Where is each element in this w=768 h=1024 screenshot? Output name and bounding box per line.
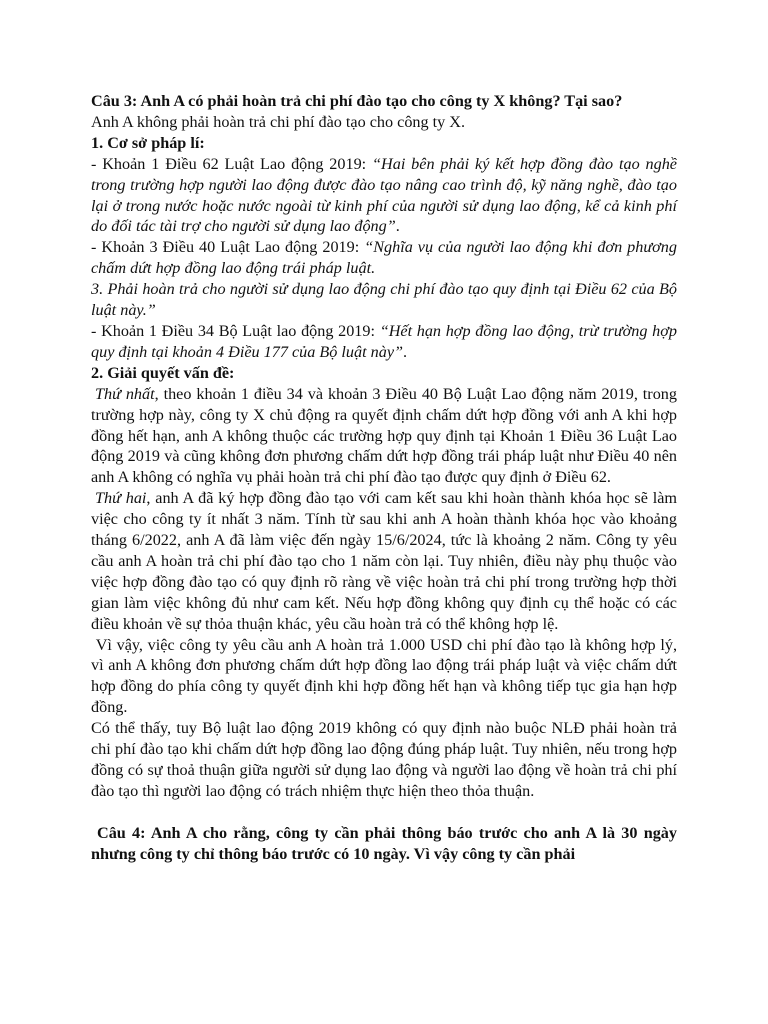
second-argument-lead: Thứ hai <box>95 489 147 508</box>
legal-basis-heading: 1. Cơ sở pháp lí: <box>91 133 205 152</box>
second-argument-body: , anh A đã ký hợp đồng đào tạo với cam kết sau khi hoàn thành khóa học sẽ làm việc cho công ty ít nhất 3 năm. Tính từ sau khi anh A hoàn thành khóa học vào khoảng tháng 6/2022, anh A đã làm việc đến ngày 15/6/2024, tức là khoảng 2 năm. Công ty yêu cầu anh A hoàn trả chi phí đào tạo cho 1 năm còn lại. Tuy nhiên, điều này phụ thuộc vào việc hợp đồng đào tạo có quy định rõ ràng về việc hoàn trả chi phí trong trường hợp thời gian làm việc không đủ như cam kết. Nếu hợp đồng không quy định cụ thể hoặc có các điều khoản về sự thỏa thuận khác, yêu cầu hoàn trả có thể không hợp lệ. <box>91 489 677 633</box>
legal-item-1-end: . <box>395 217 400 236</box>
question-4-title: Câu 4: Anh A cho rằng, công ty cần phải thông báo trước cho anh A là 30 ngày nhưng công ty chỉ thông báo trước có 10 ngày. Vì vậy công ty cần phải <box>91 823 677 863</box>
legal-item-3 <box>91 279 677 321</box>
legal-item-3-quote: 3. Phải hoàn trả cho người sử dụng lao động chi phí đào tạo quy định tại Điều 62 của Bộ luật này.” <box>91 280 677 320</box>
legal-item-2-source: - Khoản 3 Điều 40 Luật Lao động 2019: <box>91 238 365 257</box>
question-3-title: Câu 3: Anh A có phải hoàn trả chi phí đào tạo cho công ty X không? Tại sao? <box>91 92 623 110</box>
legal-item-4-end: . <box>403 342 408 361</box>
second-argument-paragraph <box>91 488 677 634</box>
first-argument-body: , theo khoản 1 điều 34 và khoản 3 Điều 40 Bộ Luật Lao động năm 2019, trong trường hợp này, công ty X chủ động ra quyết định chấm dứt hợp đồng với anh A khi hợp đồng hết hạn, anh A không thuộc các trường hợp quy định tại Khoản 1 Điều 36 Luật Lao động 2019 và cũng không đơn phương chấm dứt hợp đồng trái pháp luật như Điều 40 nên anh A không có nghĩa vụ phải hoàn trả chi phí đào tạo được quy định ở Điều 62. <box>91 384 677 487</box>
legal-item-1 <box>91 154 677 238</box>
legal-item-2-quote: “Nghĩa vụ của người lao động khi đơn phương chấm dứt hợp đồng lao động trái pháp luật. <box>91 238 677 278</box>
conclusion-paragraph: Vì vậy, việc công ty yêu cầu anh A hoàn trả 1.000 USD chi phí đào tạo là không hợp lý, vì anh A không đơn phương chấm dứt hợp đồng lao động trái pháp luật và việc chấm dứt hợp đồng do phía công ty quyết định khi hợp đồng hết hạn và không tiếp tục gia hạn hợp đồng. <box>91 635 682 717</box>
final-paragraph: Có thể thấy, tuy Bộ luật lao động 2019 không có quy định nào buộc NLĐ phải hoàn trả chi phí đào tạo khi chấm dứt hợp đồng lao động đúng pháp luật. Tuy nhiên, nếu trong hợp đồng có sự thoả thuận giữa người sử dụng lao động và người lao động về hoàn trả chi phí đào tạo thì người lao động có trách nhiệm thực hiện theo thỏa thuận. <box>91 719 677 800</box>
first-argument-paragraph <box>91 384 677 489</box>
first-argument-lead: Thứ nhất <box>95 384 155 403</box>
legal-item-4 <box>91 321 677 363</box>
resolution-heading: 2. Giải quyết vấn đề: <box>91 363 235 382</box>
legal-item-4-quote: “Hết hạn hợp đồng lao động, trừ trường hợp quy định tại khoản 4 Điều 177 của Bộ luật này” <box>91 321 678 361</box>
legal-item-1-source: - Khoản 1 Điều 62 Luật Lao động 2019: <box>91 154 373 173</box>
document-page <box>91 91 682 865</box>
legal-item-1-quote: “Hai bên phải ký kết hợp đồng đào tạo nghề trong trường hợp người lao động được đào tạo nâng cao trình độ, kỹ năng nghề, đào tạo lại ở trong nước hoặc nước ngoài từ kinh phí của người sử dụng lao động, kể cả kinh phí do đối tác tài trợ cho người sử dụng lao động” <box>91 154 677 236</box>
paragraph-spacer <box>91 802 677 823</box>
legal-item-2 <box>91 237 677 279</box>
question-3-answer: Anh A không phải hoàn trả chi phí đào tạo cho công ty X. <box>91 112 466 131</box>
legal-item-4-source: - Khoản 1 Điều 34 Bộ Luật lao động 2019: <box>91 321 380 340</box>
